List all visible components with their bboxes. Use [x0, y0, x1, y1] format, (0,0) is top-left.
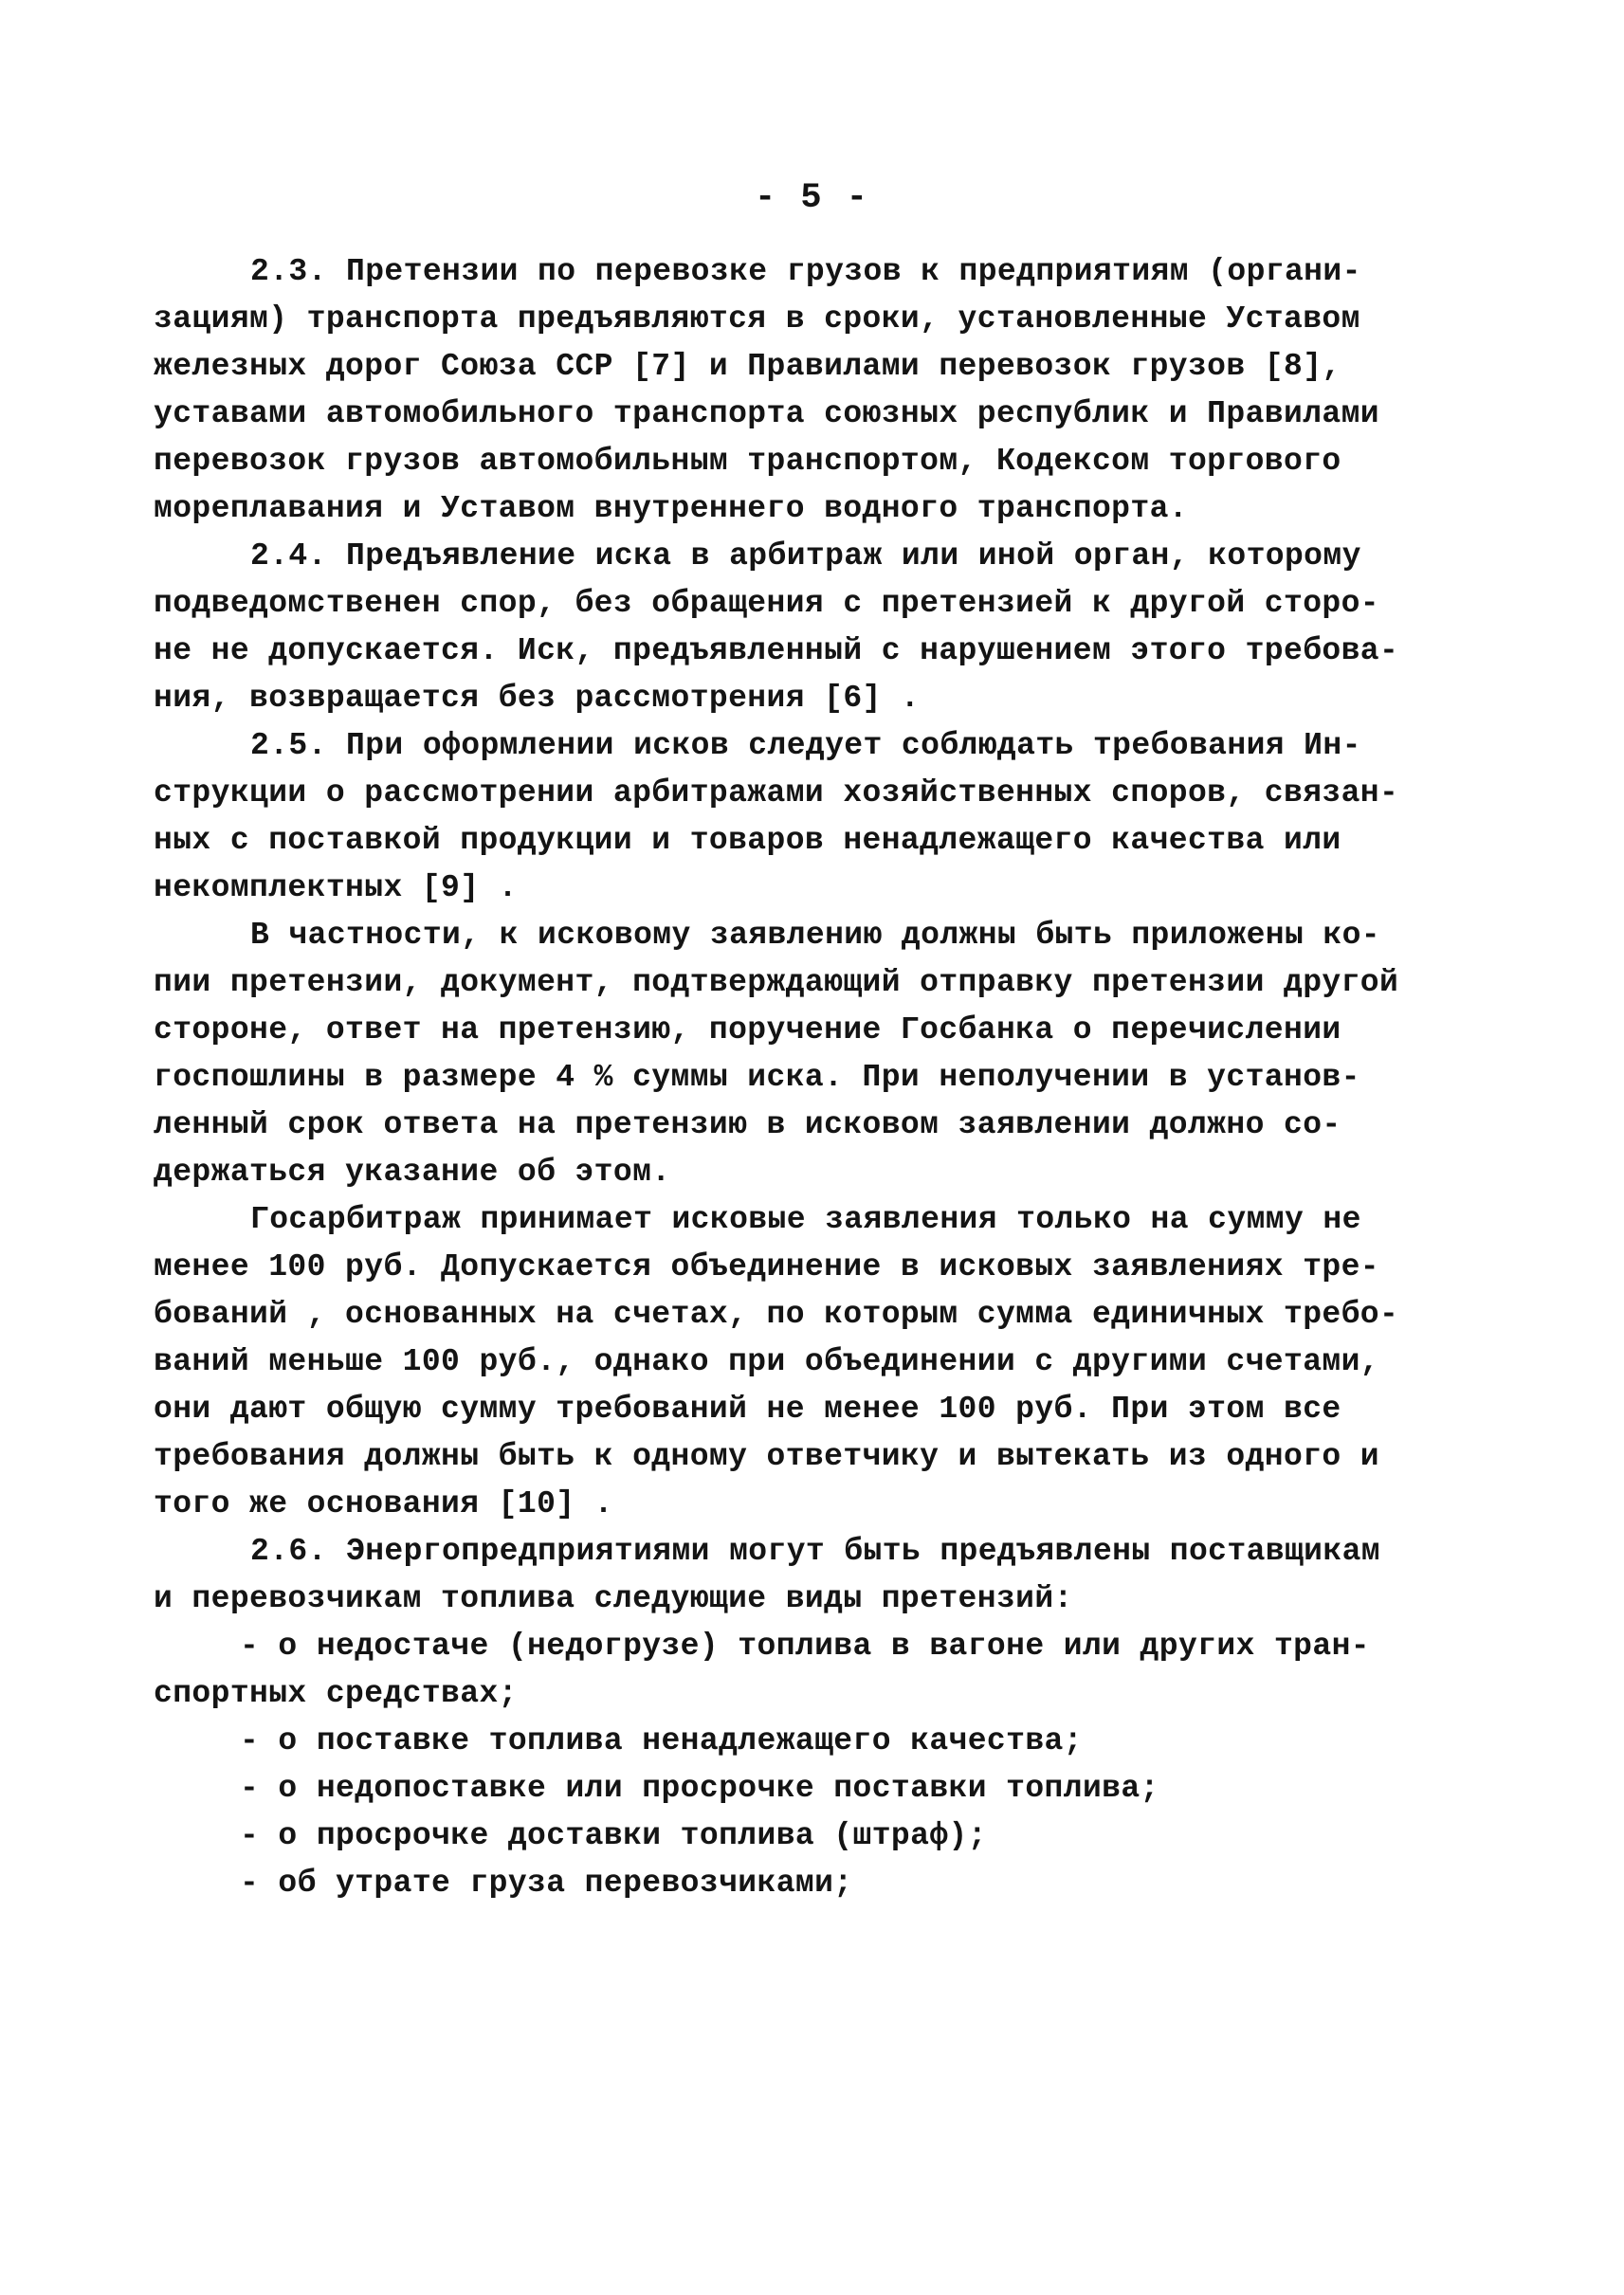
text-line: госпошлины в размере 4 % суммы иска. При неполучении в установ- — [154, 1060, 1360, 1095]
text-line: железных дорог Союза ССР [7] и Правилами перевозок грузов [8], — [154, 349, 1341, 384]
text-line: 2.5. При оформлении исков следует соблюдать требования Ин- — [250, 728, 1361, 763]
text-line: ных с поставкой продукции и товаров ненадлежащего качества или — [154, 823, 1341, 858]
text-line: ваний меньше 100 руб., однако при объединении с другими счетами, — [154, 1344, 1380, 1379]
page-number: - 5 - — [754, 178, 870, 218]
text-line: уставами автомобильного транспорта союзных республик и Правилами — [154, 396, 1380, 431]
text-line: требования должны быть к одному ответчику и вытекать из одного и — [154, 1439, 1380, 1474]
text-line: ния, возвращается без рассмотрения [6] . — [154, 681, 921, 716]
text-line: Госарбитраж принимает исковые заявления только на сумму не — [250, 1202, 1361, 1237]
text-line: бований , основанных на счетах, по которым сумма единичных требо- — [154, 1297, 1399, 1332]
text-line: 2.4. Предъявление иска в арбитраж или иной орган, которому — [250, 538, 1361, 574]
text-line: стороне, ответ на претензию, поручение Госбанка о перечислении — [154, 1012, 1341, 1047]
text-line: менее 100 руб. Допускается объединение в исковых заявлениях тре- — [154, 1249, 1380, 1284]
text-line: В частности, к исковому заявлению должны быть приложены ко- — [250, 918, 1380, 953]
text-line: некомплектных [9] . — [154, 870, 518, 905]
text-line: того же основания [10] . — [154, 1486, 613, 1521]
text-line: струкции о рассмотрении арбитражами хозяйственных споров, связан- — [154, 775, 1399, 811]
list-item: - о недопоставке или просрочке поставки топлива; — [240, 1771, 1159, 1806]
text-line: спортных средствах; — [154, 1676, 518, 1711]
text-line: зациям) транспорта предъявляются в сроки, установленные Уставом — [154, 301, 1360, 337]
text-line: подведомственен спор, без обращения с претензией к другой сторо- — [154, 586, 1380, 621]
text-line: держаться указание об этом. — [154, 1155, 671, 1190]
list-item: - о недостаче (недогрузе) топлива в вагоне или других тран- — [240, 1629, 1370, 1664]
document-body — [154, 248, 1429, 1907]
text-line: не не допускается. Иск, предъявленный с нарушением этого требова- — [154, 633, 1399, 668]
list-item: - о просрочке доставки топлива (штраф); — [240, 1818, 987, 1853]
text-line: они дают общую сумму требований не менее 100 руб. При этом все — [154, 1392, 1341, 1427]
text-line: пии претензии, документ, подтверждающий отправку претензии другой — [154, 965, 1399, 1000]
text-line: мореплавания и Уставом внутреннего водного транспорта. — [154, 491, 1188, 526]
text-line: ленный срок ответа на претензию в исковом заявлении должно со- — [154, 1107, 1341, 1142]
list-item: - о поставке топлива ненадлежащего качества; — [240, 1723, 1083, 1758]
text-line: и перевозчикам топлива следующие виды претензий: — [154, 1581, 1073, 1616]
text-line: перевозок грузов автомобильным транспортом, Кодексом торгового — [154, 444, 1341, 479]
text-line: 2.3. Претензии по перевозке грузов к предприятиям (органи- — [250, 254, 1361, 289]
list-item: - об утрате груза перевозчиками; — [240, 1866, 853, 1901]
text-line: 2.6. Энергопредприятиями могут быть предъявлены поставщикам — [250, 1534, 1380, 1569]
